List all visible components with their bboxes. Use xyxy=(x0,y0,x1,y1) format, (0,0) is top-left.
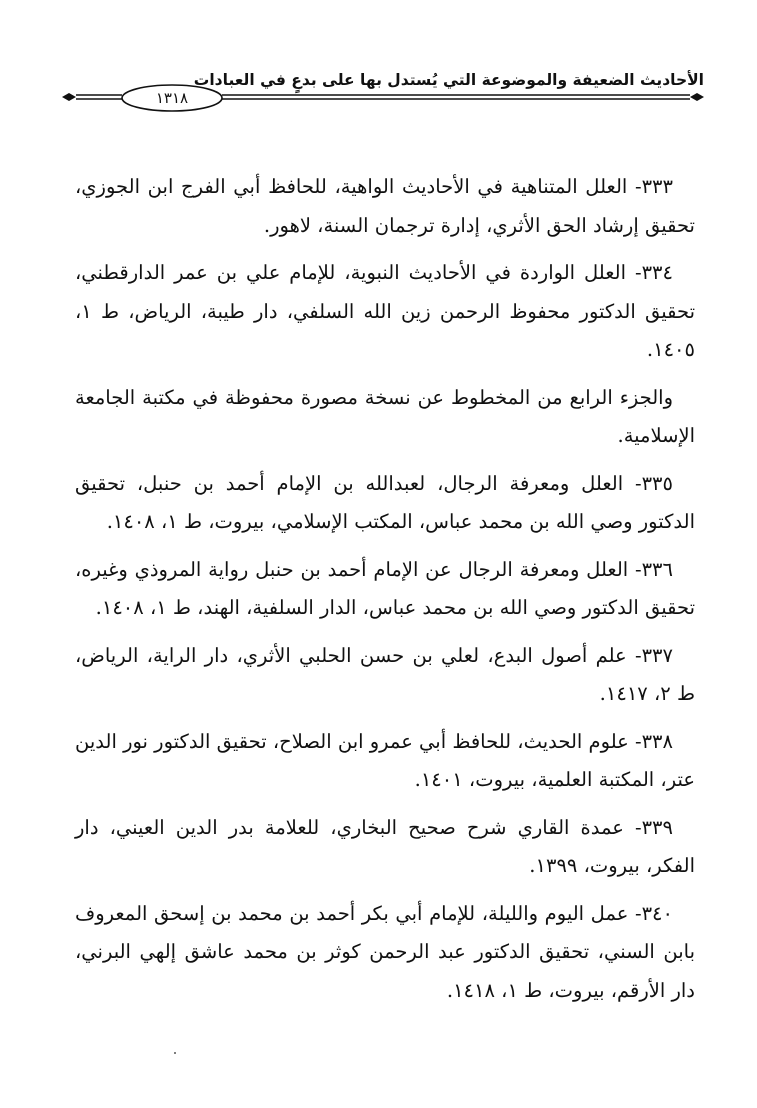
bibliography-entry-337 xyxy=(75,637,695,714)
print-speck xyxy=(174,1052,176,1054)
entry-number: ٣٤٠ xyxy=(641,901,673,925)
bibliography-note xyxy=(75,379,695,456)
bibliography-entry-340 xyxy=(75,895,695,1011)
entry-text: - العلل ومعرفة الرجال عن الإمام أحمد بن حنبل رواية المروذي وغيره، تحقيق الدكتور وصي الله بن محمد عباس، الدار السلفية، الهند، ط ١، ١٤٠٨. xyxy=(75,557,695,619)
bibliography-entry-334 xyxy=(75,254,695,370)
bibliography-list xyxy=(75,168,695,1010)
entry-number: ٣٣٣ xyxy=(641,175,673,198)
note-text: والجزء الرابع من المخطوط عن نسخة مصورة محفوظة في مكتبة الجامعة الإسلامية. xyxy=(75,385,695,447)
entry-text: - عمل اليوم والليلة، للإمام أبي بكر أحمد بن محمد بن إسحق المعروف بابن السني، تحقيق الدكتور عبد الرحمن كوثر بن محمد عاشق إلهي البرني، دار الأرقم، بيروت، ط ١، ١٤١٨. xyxy=(75,901,695,1002)
entry-text: - العلل ومعرفة الرجال، لعبدالله بن الإمام أحمد بن حنبل، تحقيق الدكتور وصي الله بن محمد عباس، المكتب الإسلامي، بيروت، ط ١، ١٤٠٨. xyxy=(75,471,695,533)
page-number: ١٣١٨ xyxy=(155,89,189,107)
entry-number: ٣٣٨ xyxy=(641,729,673,753)
entry-number: ٣٣٦ xyxy=(641,557,673,581)
entry-number: ٣٣٧ xyxy=(641,643,673,667)
entry-number: ٣٣٥ xyxy=(641,471,673,495)
entry-text: - العلل المتناهية في الأحاديث الواهية، للحافظ أبي الفرج ابن الجوزي، تحقيق إرشاد الحق الأثري، إدارة ترجمان السنة، لاهور. xyxy=(75,175,695,237)
bibliography-entry-335 xyxy=(75,465,695,542)
entry-number: ٣٣٩ xyxy=(641,815,673,839)
bibliography-entry-333 xyxy=(75,168,695,245)
entry-number: ٣٣٤ xyxy=(641,261,673,284)
entry-text: - العلل الواردة في الأحاديث النبوية، للإمام علي بن عمر الدارقطني، تحقيق الدكتور محفوظ الرحمن زين الله السلفي، دار طيبة، الرياض، ط ١، ١٤٠٥. xyxy=(75,261,695,361)
entry-text: - علوم الحديث، للحافظ أبي عمرو ابن الصلاح، تحقيق الدكتور نور الدين عتر، المكتبة العلمية، بيروت، ١٤٠١. xyxy=(75,729,695,791)
bibliography-entry-338 xyxy=(75,723,695,800)
bibliography-entry-339 xyxy=(75,809,695,886)
running-title: الأحاديث الضعيفة والموضوعة التي يُستدل بها على بدعٍ في العبادات xyxy=(193,71,704,89)
entry-text: - علم أصول البدع، لعلي بن حسن الحلبي الأثري، دار الراية، الرياض، ط ٢، ١٤١٧. xyxy=(75,643,695,705)
bibliography-entry-336 xyxy=(75,551,695,628)
page-header xyxy=(62,62,704,112)
entry-text: - عمدة القاري شرح صحيح البخاري، للعلامة بدر الدين العيني، دار الفكر، بيروت، ١٣٩٩. xyxy=(75,815,695,877)
